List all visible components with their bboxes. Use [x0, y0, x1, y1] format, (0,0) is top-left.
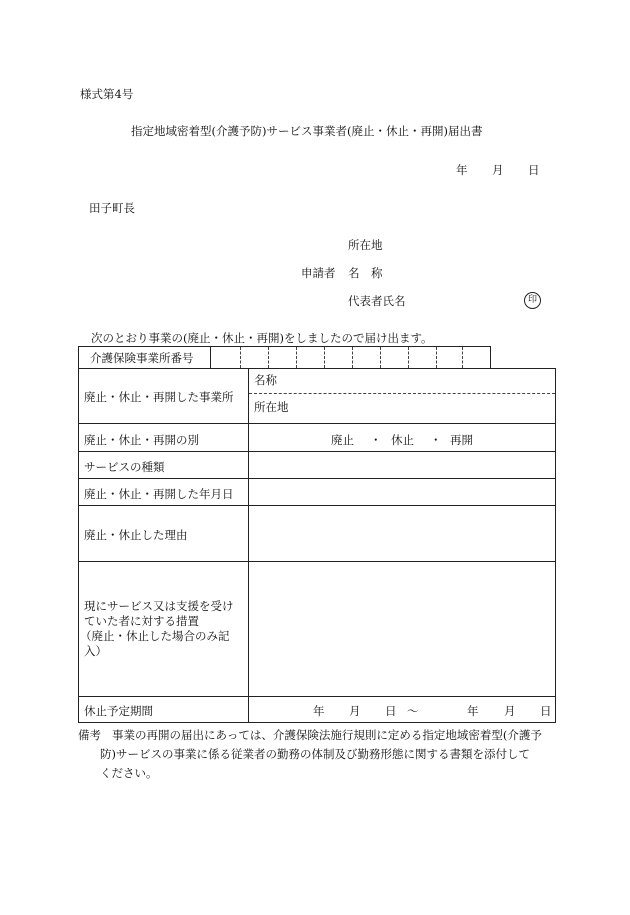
notes-line-3: ください。: [100, 766, 158, 780]
reason-row-label: 廃止・休止した理由: [84, 528, 188, 542]
addressee: 田子町長: [89, 201, 135, 215]
office-row-label: 廃止・休止・再開した事業所: [84, 390, 234, 404]
type-separator: ・: [430, 433, 442, 447]
measures-row-label-line2: ていた者に対する措置: [84, 614, 199, 628]
period-start-month: 月: [349, 704, 361, 718]
measures-row-label-line4: 入）: [84, 644, 107, 658]
office-name-label: 名称: [254, 373, 277, 387]
notes-label: 備考: [78, 728, 101, 742]
period-start-year: 年: [313, 704, 325, 718]
date-row-label: 廃止・休止・再開した年月日: [84, 487, 234, 501]
notes-line-2: 防)サービスの事業に係る従業者の勤務の体制及び勤務形態に関する書類を添付して: [100, 747, 530, 761]
period-start-day: 日: [385, 704, 397, 718]
intro-text: 次のとおり事業の(廃止・休止・再開)をしましたので届け出ます。: [91, 331, 433, 345]
date-month: 月: [492, 163, 504, 177]
service-row-label: サービスの種類: [84, 460, 165, 474]
type-separator: ・: [370, 433, 382, 447]
measures-row-label-line3: （廃止・休止した場合のみ記: [80, 629, 230, 643]
period-row-label: 休止予定期間: [84, 704, 153, 718]
seal-mark: 印: [524, 292, 541, 309]
date-year: 年: [456, 163, 468, 177]
applicant-address-label: 所在地: [348, 238, 383, 252]
type-option-haishi: 廃止: [331, 433, 354, 447]
measures-row-label-line1: 現にサービス又は支援を受け: [84, 599, 234, 613]
type-option-saikai: 再開: [450, 433, 473, 447]
period-end-month: 月: [504, 704, 516, 718]
date-day: 日: [528, 163, 540, 177]
office-number-label: 介護保険事業所番号: [90, 351, 194, 365]
type-row-label: 廃止・休止・再開の別: [84, 433, 199, 447]
period-end-year: 年: [467, 704, 479, 718]
applicant-name-label: 名 称: [348, 266, 383, 280]
type-option-kyushi: 休止: [391, 433, 414, 447]
representative-label: 代表者氏名: [348, 294, 406, 308]
period-end-day: 日: [540, 704, 552, 718]
document-title: 指定地域密着型(介護予防)サービス事業者(廃止・休止・再開)届出書: [131, 124, 483, 138]
notes-line-1: 事業の再開の届出にあっては、介護保険法施行規則に定める指定地域密着型(介護予: [112, 728, 542, 742]
form-number: 様式第4号: [80, 87, 134, 101]
office-address-label: 所在地: [254, 400, 289, 414]
applicant-label: 申請者: [301, 266, 336, 280]
period-tilde: 〜: [407, 704, 419, 718]
